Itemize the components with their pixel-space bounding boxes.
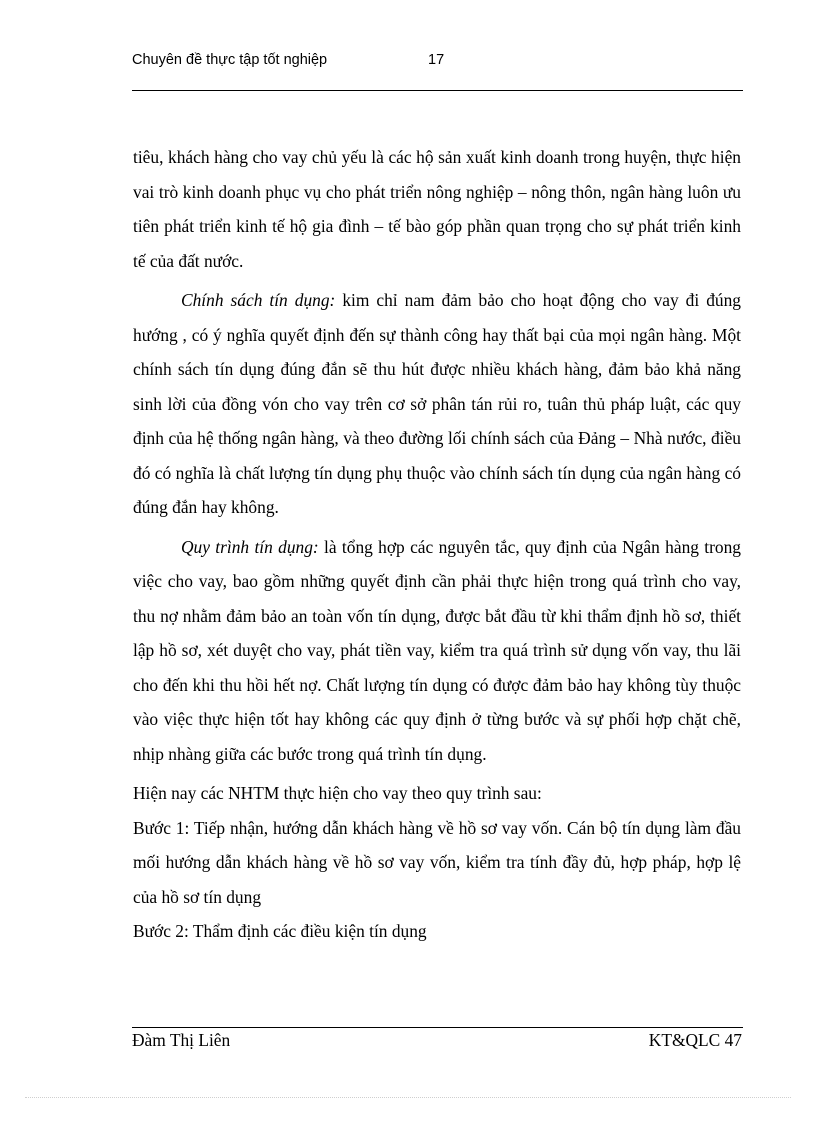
footer-divider [132, 1027, 743, 1028]
paragraph-step-1: Bước 1: Tiếp nhận, hướng dẫn khách hàng về hồ sơ vay vốn. Cán bộ tín dụng làm đầu mối hướng dẫn khách hàng về hồ sơ vay vốn, kiểm tra tính đầy đủ, hợp pháp, hợp lệ của hồ sơ tín dụng [133, 817, 741, 907]
credit-process-text: là tổng hợp các nguyên tắc, quy định của Ngân hàng trong việc cho vay, bao gồm những quyết định cần phải thực hiện trong quá trình cho vay, thu nợ nhằm đảm bảo an toàn vốn tín dụng, được bắt đầu từ khi thẩm định hồ sơ, thiết lập hồ sơ, xét duyệt cho vay, phát tiền vay, kiểm tra quá trình sử dụng vốn vay, thu lãi cho đến khi thu hồi hết nợ. Chất lượng tín dụng có được đảm bảo hay không tùy thuộc vào việc thực hiện tốt hay không các quy định ở từng bước và sự phối hợp chặt chẽ, nhịp nhàng giữa các bước trong quá trình tín dụng. [133, 536, 741, 764]
document-body [133, 140, 741, 949]
footer-class-code: KT&QLC 47 [648, 1030, 742, 1050]
term-credit-process: Quy trình tín dụng: [181, 536, 319, 557]
credit-policy-text: kim chỉ nam đảm bảo cho hoạt động cho vay đi đúng hướng , có ý nghĩa quyết định đến sự thành công hay thất bại của mọi ngân hàng. Một chính sách tín dụng đúng đắn sẽ thu hút được nhiều khách hàng, đảm bảo khả năng sinh lời của đồng vón cho vay trên cơ sở phân tán rủi ro, tuân thủ pháp luật, các quy định của hệ thống ngân hàng, và theo đường lối chính sách của Đảng – Nhà nước, điều đó có nghĩa là chất lượng tín dụng phụ thuộc vào chính sách tín dụng của ngân hàng có đúng đắn hay không. [133, 290, 741, 517]
header-title: Chuyên đề thực tập tốt nghiệp [132, 52, 328, 68]
term-credit-policy: Chính sách tín dụng: [181, 290, 336, 310]
header-divider [132, 90, 743, 91]
header-page-number: 17 [428, 52, 445, 68]
paragraph-credit-process [133, 530, 741, 772]
footer-author: Đàm Thị Liên [132, 1030, 231, 1050]
paragraph-1: tiêu, khách hàng cho vay chủ yếu là các hộ sản xuất kinh doanh trong huyện, thực hiện vai trò kinh doanh phục vụ cho phát triển nông nghiệp – nông thôn, ngân hàng luôn ưu tiên phát triển kinh tế hộ gia đình – tế bào góp phần quan trọng cho sự phát triển kinh tế của đất nước. [133, 147, 741, 271]
paragraph-step-2: Bước 2: Thẩm định các điều kiện tín dụng [133, 921, 427, 941]
paragraph-process-intro: Hiện nay các NHTM thực hiện cho vay theo quy trình sau: [133, 783, 542, 803]
page-header [132, 52, 743, 92]
paragraph-credit-policy [133, 283, 741, 525]
page-bottom-edge [25, 1097, 791, 1098]
